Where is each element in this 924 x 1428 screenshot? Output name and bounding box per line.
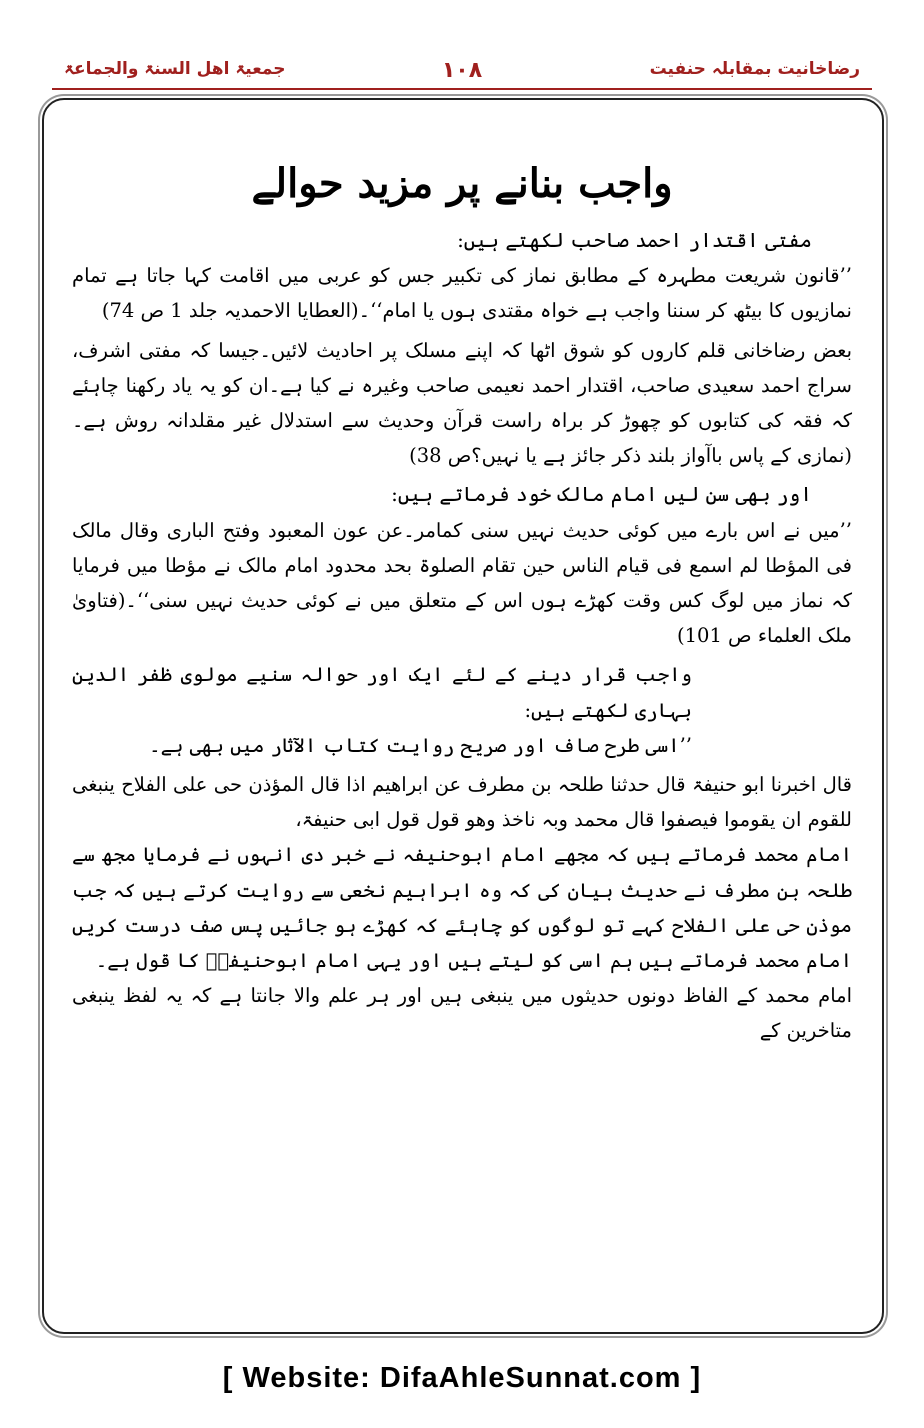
paragraph-quote-3: ’’اسی طرح صاف اور صریح روایت کتاب الآثار میں بھی ہے۔: [149, 733, 692, 757]
paragraph-translation: امام محمد فرماتے ہیں کہ مجھے امام ابوحنیفہ نے خبر دی انہوں نے فرمایا مجھ سے طلحہ بن مطرف نے حدیث بیان کی کہ وہ ابراہیم نخعی سے روایت کرتے ہیں کہ جب موذن حی علی الفلاح کہے تو لوگوں کو چاہئے کہ کھڑے ہو جائیں پس صف درست کریں امام محمد فرماتے ہیں ہم اسی کو لیتے ہیں اور یہی امام ابوحنیفہؒ کا قول ہے۔: [72, 843, 852, 973]
paragraph-intro-2: اور بھی سن لیں امام مالک خود فرماتے ہیں:: [391, 482, 812, 507]
paragraph-intro-3: واجب قرار دینے کے لئے ایک اور حوالہ سنیے مولوی ظفر الدین بہاری لکھتے ہیں:: [72, 663, 692, 722]
book-title: رضاخانیت بمقابلہ حنفیت: [649, 59, 860, 79]
paragraph-quote-2: ’’میں نے اس بارے میں کوئی حدیث نہیں سنی کمامر۔عن عون المعبود وفتح الباری وقال مالک فی المؤطا لم اسمع فی قیام الناس حین تقام الصلوۃ بحد محدود امام مالک نے مؤطا میں فرمایا کہ نماز میں لوگ کس وقت کھڑے ہوں اس کے متعلق میں نے کوئی حدیث نہیں سنی‘‘۔(فتاویٰ ملک العلماء ص 101): [72, 518, 852, 648]
paragraph-quote-1: ’’قانون شریعت مطہرہ کے مطابق نماز کی تکبیر جس کو عربی میں اقامت کہا جاتا ہے تمام نمازیوں کا بیٹھ کر سننا واجب ہے خواہ مقتدی ہوں یا امام‘‘۔(العطایا الاحمدیہ جلد 1 ص 74): [72, 264, 852, 323]
header-divider: [52, 88, 872, 90]
paragraph-intro: مفتی اقتدار احمد صاحب لکھتے ہیں:: [457, 228, 812, 252]
paragraph-closing: امام محمد کے الفاظ دونوں حدیثوں میں ینبغی ہیں اور ہر علم والا جانتا ہے کہ یہ لفظ ینبغی متاخرین کے: [72, 984, 852, 1043]
page-content: [72, 160, 852, 1049]
website-footer: [ Website: DifaAhleSunnat.com ]: [222, 1362, 702, 1394]
paragraph-body-1: بعض رضاخانی قلم کاروں کو شوق اٹھا کہ اپنے مسلک پر احادیث لائیں۔جیسا کہ مفتی اشرف، سراج احمد سعیدی صاحب، اقتدار احمد نعیمی صاحب وغیرہ نے کیا ہے۔ان کو یہ یاد رکھنا چاہئے کہ فقہ کی کتابوں کو چھوڑ کر براہ راست قرآن وحدیث سے استدلال غیر مقلدانہ روش ہے۔(نمازی کے پاس باآواز بلند ذکر جائز ہے یا نہیں؟ص 38): [72, 338, 852, 468]
paragraph-arabic: قال اخبرنا ابو حنیفۃ قال حدثنا طلحہ بن مطرف عن ابراھیم اذا قال المؤذن حی علی الفلاح ینبغی للقوم ان یقوموا فیصفوا قال محمد وبہ ناخذ وھو قول قول ابی حنیفۃ،: [72, 773, 852, 832]
page-header: [64, 52, 860, 86]
page-title: واجب بنانے پر مزید حوالے: [251, 160, 673, 207]
page-number: ۱۰۸: [441, 58, 483, 83]
publisher-name: جمعیۃ اھل السنۃ والجماعۃ: [64, 59, 286, 79]
